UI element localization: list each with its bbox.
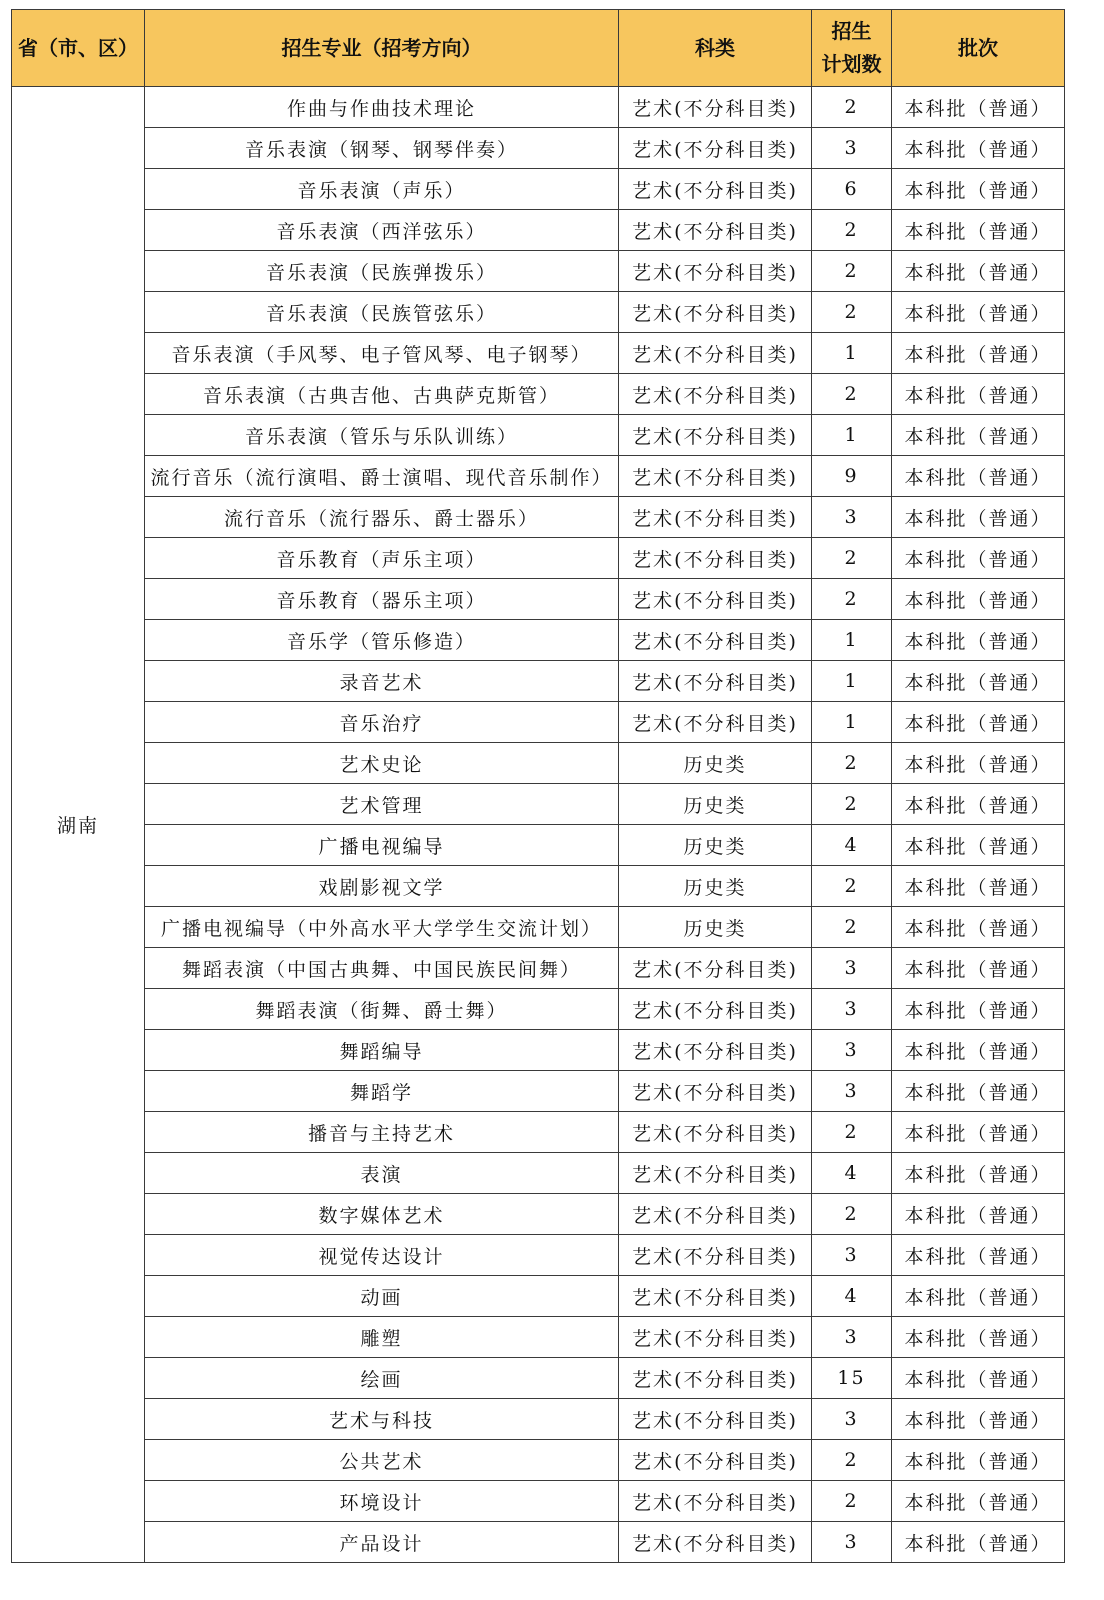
- batch-cell: 本科批（普通）: [892, 415, 1065, 456]
- plan-count-cell: 2: [812, 374, 892, 415]
- batch-cell: 本科批（普通）: [892, 1153, 1065, 1194]
- plan-count-cell: 2: [812, 1112, 892, 1153]
- plan-count-cell: 3: [812, 1522, 892, 1563]
- header-plan-line2: 计划数: [821, 52, 882, 76]
- table-row: [12, 1194, 1065, 1235]
- table-row: [12, 87, 1065, 128]
- batch-cell: 本科批（普通）: [892, 1030, 1065, 1071]
- header-plan-line1: 招生: [831, 19, 872, 43]
- batch-cell: 本科批（普通）: [892, 333, 1065, 374]
- table-row: [12, 907, 1065, 948]
- category-cell: 艺术(不分科目类): [619, 374, 812, 415]
- batch-cell: 本科批（普通）: [892, 620, 1065, 661]
- plan-count-cell: 3: [812, 1030, 892, 1071]
- major-cell: 音乐表演（民族弹拨乐）: [145, 251, 619, 292]
- table-row: [12, 1358, 1065, 1399]
- batch-cell: 本科批（普通）: [892, 1358, 1065, 1399]
- major-cell: 视觉传达设计: [145, 1235, 619, 1276]
- category-cell: 艺术(不分科目类): [619, 1153, 812, 1194]
- major-cell: 音乐表演（管乐与乐队训练）: [145, 415, 619, 456]
- plan-count-cell: 2: [812, 579, 892, 620]
- plan-count-cell: 2: [812, 538, 892, 579]
- major-cell: 动画: [145, 1276, 619, 1317]
- plan-count-cell: 3: [812, 1317, 892, 1358]
- table-row: [12, 538, 1065, 579]
- plan-count-cell: 4: [812, 825, 892, 866]
- table-row: [12, 333, 1065, 374]
- batch-cell: 本科批（普通）: [892, 784, 1065, 825]
- enrollment-plan-table: [11, 9, 1065, 1563]
- table-row: [12, 210, 1065, 251]
- major-cell: 播音与主持艺术: [145, 1112, 619, 1153]
- plan-count-cell: 2: [812, 743, 892, 784]
- category-cell: 艺术(不分科目类): [619, 1522, 812, 1563]
- plan-count-cell: 4: [812, 1276, 892, 1317]
- batch-cell: 本科批（普通）: [892, 251, 1065, 292]
- batch-cell: 本科批（普通）: [892, 374, 1065, 415]
- table-row: [12, 1276, 1065, 1317]
- batch-cell: 本科批（普通）: [892, 1235, 1065, 1276]
- batch-cell: 本科批（普通）: [892, 1522, 1065, 1563]
- header-plan: [812, 10, 892, 87]
- table-row: [12, 1112, 1065, 1153]
- category-cell: 艺术(不分科目类): [619, 948, 812, 989]
- plan-count-cell: 3: [812, 948, 892, 989]
- batch-cell: 本科批（普通）: [892, 292, 1065, 333]
- plan-count-cell: 2: [812, 1440, 892, 1481]
- table-row: [12, 374, 1065, 415]
- category-cell: 艺术(不分科目类): [619, 292, 812, 333]
- category-cell: 艺术(不分科目类): [619, 1071, 812, 1112]
- plan-count-cell: 1: [812, 661, 892, 702]
- table-row: [12, 251, 1065, 292]
- batch-cell: 本科批（普通）: [892, 456, 1065, 497]
- category-cell: 艺术(不分科目类): [619, 128, 812, 169]
- major-cell: 广播电视编导: [145, 825, 619, 866]
- plan-count-cell: 3: [812, 1399, 892, 1440]
- table-row: [12, 1440, 1065, 1481]
- batch-cell: 本科批（普通）: [892, 538, 1065, 579]
- plan-count-cell: 9: [812, 456, 892, 497]
- category-cell: 艺术(不分科目类): [619, 1440, 812, 1481]
- major-cell: 音乐治疗: [145, 702, 619, 743]
- category-cell: 艺术(不分科目类): [619, 1235, 812, 1276]
- major-cell: 艺术管理: [145, 784, 619, 825]
- table-header-row: [12, 10, 1065, 87]
- major-cell: 流行音乐（流行器乐、爵士器乐）: [145, 497, 619, 538]
- major-cell: 舞蹈表演（中国古典舞、中国民族民间舞）: [145, 948, 619, 989]
- category-cell: 艺术(不分科目类): [619, 497, 812, 538]
- major-cell: 音乐表演（手风琴、电子管风琴、电子钢琴）: [145, 333, 619, 374]
- major-cell: 公共艺术: [145, 1440, 619, 1481]
- batch-cell: 本科批（普通）: [892, 210, 1065, 251]
- major-cell: 艺术史论: [145, 743, 619, 784]
- major-cell: 作曲与作曲技术理论: [145, 87, 619, 128]
- category-cell: 艺术(不分科目类): [619, 989, 812, 1030]
- batch-cell: 本科批（普通）: [892, 1481, 1065, 1522]
- plan-count-cell: 2: [812, 210, 892, 251]
- table-row: [12, 456, 1065, 497]
- plan-count-cell: 2: [812, 784, 892, 825]
- table-row: [12, 948, 1065, 989]
- major-cell: 流行音乐（流行演唱、爵士演唱、现代音乐制作）: [145, 456, 619, 497]
- batch-cell: 本科批（普通）: [892, 948, 1065, 989]
- table-row: [12, 784, 1065, 825]
- plan-count-cell: 1: [812, 333, 892, 374]
- batch-cell: 本科批（普通）: [892, 1399, 1065, 1440]
- category-cell: 艺术(不分科目类): [619, 661, 812, 702]
- plan-count-cell: 3: [812, 1235, 892, 1276]
- header-province: 省（市、区）: [12, 10, 145, 87]
- batch-cell: 本科批（普通）: [892, 989, 1065, 1030]
- category-cell: 艺术(不分科目类): [619, 333, 812, 374]
- batch-cell: 本科批（普通）: [892, 497, 1065, 538]
- major-cell: 产品设计: [145, 1522, 619, 1563]
- table-row: [12, 169, 1065, 210]
- major-cell: 音乐表演（钢琴、钢琴伴奏）: [145, 128, 619, 169]
- batch-cell: 本科批（普通）: [892, 1194, 1065, 1235]
- category-cell: 历史类: [619, 743, 812, 784]
- plan-count-cell: 15: [812, 1358, 892, 1399]
- plan-count-cell: 3: [812, 497, 892, 538]
- plan-count-cell: 2: [812, 1481, 892, 1522]
- category-cell: 历史类: [619, 825, 812, 866]
- major-cell: 音乐表演（古典吉他、古典萨克斯管）: [145, 374, 619, 415]
- table-row: [12, 579, 1065, 620]
- category-cell: 艺术(不分科目类): [619, 87, 812, 128]
- batch-cell: 本科批（普通）: [892, 1071, 1065, 1112]
- table-row: [12, 866, 1065, 907]
- batch-cell: 本科批（普通）: [892, 128, 1065, 169]
- major-cell: 广播电视编导（中外高水平大学学生交流计划）: [145, 907, 619, 948]
- table-row: [12, 661, 1065, 702]
- table-row: [12, 1030, 1065, 1071]
- plan-count-cell: 4: [812, 1153, 892, 1194]
- plan-count-cell: 2: [812, 87, 892, 128]
- major-cell: 录音艺术: [145, 661, 619, 702]
- major-cell: 音乐教育（器乐主项）: [145, 579, 619, 620]
- plan-count-cell: 2: [812, 866, 892, 907]
- plan-count-cell: 3: [812, 128, 892, 169]
- table-row: [12, 1481, 1065, 1522]
- header-major: 招生专业（招考方向）: [145, 10, 619, 87]
- batch-cell: 本科批（普通）: [892, 1317, 1065, 1358]
- batch-cell: 本科批（普通）: [892, 1440, 1065, 1481]
- major-cell: 绘画: [145, 1358, 619, 1399]
- category-cell: 历史类: [619, 784, 812, 825]
- category-cell: 艺术(不分科目类): [619, 1112, 812, 1153]
- plan-count-cell: 3: [812, 1071, 892, 1112]
- batch-cell: 本科批（普通）: [892, 866, 1065, 907]
- province-cell: 湖南: [12, 87, 145, 1563]
- table-row: [12, 1153, 1065, 1194]
- table-row: [12, 292, 1065, 333]
- plan-count-cell: 1: [812, 620, 892, 661]
- table-row: [12, 620, 1065, 661]
- table-row: [12, 1317, 1065, 1358]
- category-cell: 艺术(不分科目类): [619, 1317, 812, 1358]
- table-row: [12, 415, 1065, 456]
- category-cell: 艺术(不分科目类): [619, 538, 812, 579]
- plan-count-cell: 2: [812, 251, 892, 292]
- table-row: [12, 1399, 1065, 1440]
- category-cell: 艺术(不分科目类): [619, 415, 812, 456]
- category-cell: 艺术(不分科目类): [619, 210, 812, 251]
- batch-cell: 本科批（普通）: [892, 87, 1065, 128]
- category-cell: 艺术(不分科目类): [619, 702, 812, 743]
- major-cell: 音乐教育（声乐主项）: [145, 538, 619, 579]
- major-cell: 戏剧影视文学: [145, 866, 619, 907]
- plan-count-cell: 1: [812, 415, 892, 456]
- batch-cell: 本科批（普通）: [892, 702, 1065, 743]
- major-cell: 音乐表演（民族管弦乐）: [145, 292, 619, 333]
- category-cell: 艺术(不分科目类): [619, 579, 812, 620]
- table-row: [12, 1071, 1065, 1112]
- batch-cell: 本科批（普通）: [892, 743, 1065, 784]
- category-cell: 历史类: [619, 866, 812, 907]
- category-cell: 艺术(不分科目类): [619, 169, 812, 210]
- batch-cell: 本科批（普通）: [892, 1276, 1065, 1317]
- batch-cell: 本科批（普通）: [892, 907, 1065, 948]
- category-cell: 历史类: [619, 907, 812, 948]
- major-cell: 表演: [145, 1153, 619, 1194]
- plan-count-cell: 2: [812, 292, 892, 333]
- header-category: 科类: [619, 10, 812, 87]
- major-cell: 舞蹈学: [145, 1071, 619, 1112]
- table-row: [12, 989, 1065, 1030]
- table-row: [12, 1235, 1065, 1276]
- category-cell: 艺术(不分科目类): [619, 1481, 812, 1522]
- batch-cell: 本科批（普通）: [892, 825, 1065, 866]
- category-cell: 艺术(不分科目类): [619, 456, 812, 497]
- category-cell: 艺术(不分科目类): [619, 620, 812, 661]
- major-cell: 艺术与科技: [145, 1399, 619, 1440]
- table-body: [12, 87, 1065, 1563]
- category-cell: 艺术(不分科目类): [619, 1030, 812, 1071]
- category-cell: 艺术(不分科目类): [619, 1358, 812, 1399]
- table-row: [12, 1522, 1065, 1563]
- plan-count-cell: 1: [812, 702, 892, 743]
- major-cell: 环境设计: [145, 1481, 619, 1522]
- table-row: [12, 825, 1065, 866]
- header-batch: 批次: [892, 10, 1065, 87]
- major-cell: 雕塑: [145, 1317, 619, 1358]
- plan-count-cell: 2: [812, 1194, 892, 1235]
- batch-cell: 本科批（普通）: [892, 169, 1065, 210]
- category-cell: 艺术(不分科目类): [619, 1276, 812, 1317]
- batch-cell: 本科批（普通）: [892, 579, 1065, 620]
- table-row: [12, 128, 1065, 169]
- major-cell: 舞蹈编导: [145, 1030, 619, 1071]
- table-row: [12, 702, 1065, 743]
- major-cell: 音乐表演（西洋弦乐）: [145, 210, 619, 251]
- major-cell: 数字媒体艺术: [145, 1194, 619, 1235]
- plan-count-cell: 6: [812, 169, 892, 210]
- category-cell: 艺术(不分科目类): [619, 1399, 812, 1440]
- plan-count-cell: 3: [812, 989, 892, 1030]
- major-cell: 舞蹈表演（街舞、爵士舞）: [145, 989, 619, 1030]
- major-cell: 音乐表演（声乐）: [145, 169, 619, 210]
- major-cell: 音乐学（管乐修造）: [145, 620, 619, 661]
- batch-cell: 本科批（普通）: [892, 661, 1065, 702]
- table-row: [12, 743, 1065, 784]
- plan-count-cell: 2: [812, 907, 892, 948]
- batch-cell: 本科批（普通）: [892, 1112, 1065, 1153]
- table-row: [12, 497, 1065, 538]
- category-cell: 艺术(不分科目类): [619, 251, 812, 292]
- category-cell: 艺术(不分科目类): [619, 1194, 812, 1235]
